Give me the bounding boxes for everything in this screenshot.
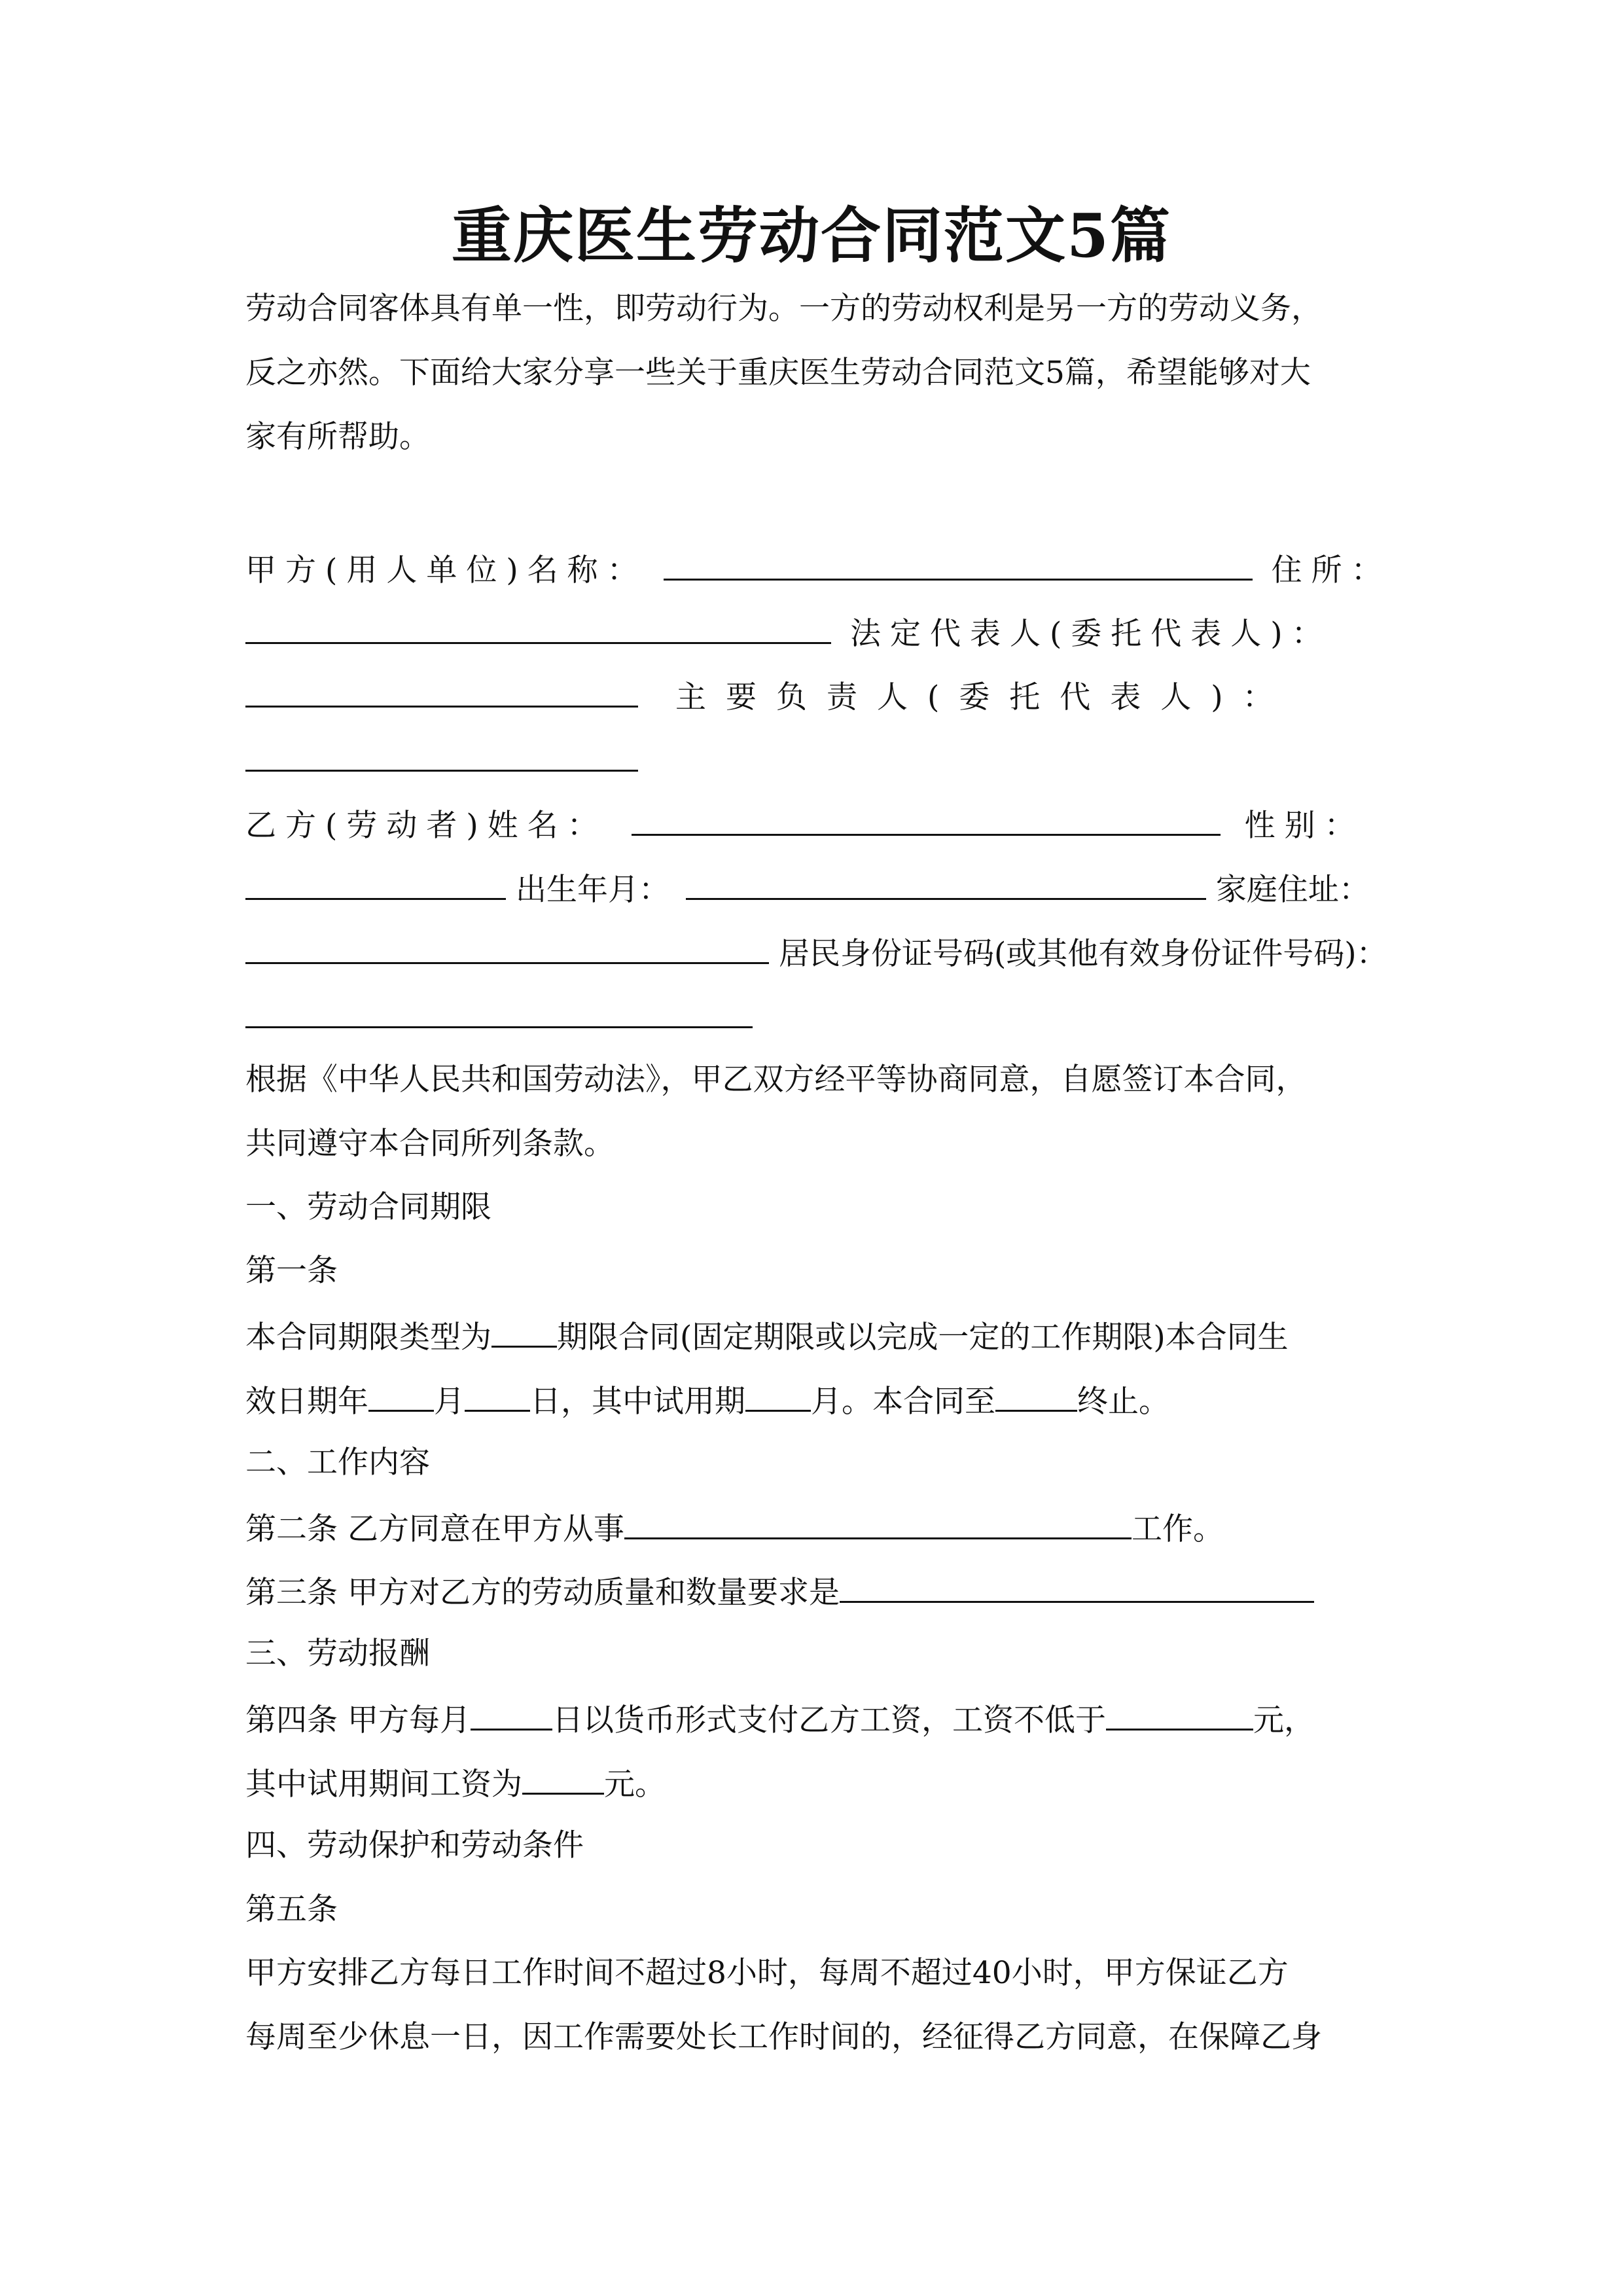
party-b-id-field[interactable] bbox=[245, 996, 753, 1028]
article-3-line bbox=[245, 1571, 1314, 1613]
party-b-home-address-field[interactable] bbox=[245, 932, 769, 964]
party-b-gender-label: 性别： bbox=[1244, 808, 1364, 844]
article-2-text: 第二条 乙方同意在甲方从事 bbox=[245, 1511, 624, 1547]
party-b-name-label: 乙方(劳动者)姓名： bbox=[245, 808, 607, 844]
article-4-text-a: 第四条 甲方每月 bbox=[245, 1702, 471, 1738]
termination-text: 终止。 bbox=[1077, 1384, 1169, 1420]
party-b-gender-field[interactable] bbox=[245, 868, 506, 900]
min-salary-field[interactable] bbox=[1106, 1698, 1253, 1731]
yuan-text-2: 元。 bbox=[604, 1767, 666, 1803]
preamble-line-1: 根据《中华人民共和国劳动法》，甲乙双方经平等协商同意，自愿签订本合同， bbox=[245, 1062, 1307, 1098]
article-4-line-2 bbox=[245, 1763, 666, 1804]
article-1-line-2 bbox=[245, 1380, 1169, 1422]
party-a-principal-field-row bbox=[245, 740, 638, 781]
month-text: 月 bbox=[434, 1384, 465, 1420]
intro-line-2: 反之亦然。下面给大家分享一些关于重庆医生劳动合同范文5篇，希望能够对大 bbox=[245, 355, 1311, 391]
party-b-birth-label: 出生年月： bbox=[515, 872, 669, 908]
article-5-line-1: 甲方安排乙方每日工作时间不超过8小时，每周不超过40小时，甲方保证乙方 bbox=[245, 1955, 1289, 1991]
article-1-line-1 bbox=[245, 1316, 1289, 1357]
yuan-text: 元， bbox=[1253, 1702, 1315, 1738]
party-a-address-label: 住所： bbox=[1271, 552, 1391, 588]
contract-type-field[interactable] bbox=[491, 1316, 557, 1348]
party-b-birth-row bbox=[245, 868, 1370, 910]
article-2-line bbox=[245, 1507, 1224, 1549]
article-1-text-a: 本合同期限类型为 bbox=[245, 1319, 491, 1355]
party-a-name-label: 甲方(用人单位)名称： bbox=[245, 552, 647, 588]
party-a-principal-field[interactable] bbox=[245, 740, 638, 772]
work-requirements-field[interactable] bbox=[840, 1571, 1314, 1603]
party-a-legal-rep-row bbox=[245, 612, 1332, 654]
party-a-principal-label: 主要负责人(委托代表人)： bbox=[675, 679, 1293, 715]
article-2-suffix: 工作。 bbox=[1131, 1511, 1224, 1547]
party-b-birth-field[interactable] bbox=[686, 868, 1206, 900]
probation-text: 日，其中试用期 bbox=[530, 1384, 745, 1420]
party-b-name-row bbox=[245, 804, 1364, 846]
article-4-text-b: 日以货币形式支付乙方工资，工资不低于 bbox=[552, 1702, 1106, 1738]
intro-line-1: 劳动合同客体具有单一性，即劳动行为。一方的劳动权利是另一方的劳动义务， bbox=[245, 291, 1322, 327]
party-a-address-field[interactable] bbox=[245, 612, 831, 644]
effective-day-field[interactable] bbox=[465, 1380, 530, 1412]
section-2-heading: 二、工作内容 bbox=[245, 1444, 430, 1480]
article-3-text: 第三条 甲方对乙方的劳动质量和数量要求是 bbox=[245, 1575, 840, 1611]
article-5-heading: 第五条 bbox=[245, 1892, 338, 1928]
effective-month-field[interactable] bbox=[368, 1380, 434, 1412]
party-a-name-field[interactable] bbox=[664, 548, 1253, 581]
party-b-home-address-label: 家庭住址： bbox=[1215, 872, 1370, 908]
party-b-id-row bbox=[245, 932, 1387, 974]
section-4-heading: 四、劳动保护和劳动条件 bbox=[245, 1827, 584, 1863]
article-5-line-2: 每周至少休息一日，因工作需要处长工作时间的，经征得乙方同意，在保障乙身 bbox=[245, 2019, 1322, 2055]
termination-date-field[interactable] bbox=[995, 1380, 1077, 1412]
probation-months-field[interactable] bbox=[745, 1380, 811, 1412]
intro-line-3: 家有所帮助。 bbox=[245, 419, 430, 455]
party-a-principal-row bbox=[245, 675, 1293, 717]
contract-until-text: 月。本合同至 bbox=[811, 1384, 995, 1420]
effective-year-text: 效日期年 bbox=[245, 1384, 368, 1420]
article-4-line-1 bbox=[245, 1698, 1315, 1740]
section-1-heading: 一、劳动合同期限 bbox=[245, 1189, 491, 1225]
probation-salary-text: 其中试用期间工资为 bbox=[245, 1767, 522, 1803]
party-b-id-label: 居民身份证号码(或其他有效身份证件号码)： bbox=[778, 936, 1387, 972]
article-1-text-b: 期限合同(固定期限或以完成一定的工作期限)本合同生 bbox=[557, 1319, 1289, 1355]
party-b-id-field-row bbox=[245, 996, 753, 1038]
job-position-field[interactable] bbox=[624, 1507, 1132, 1539]
section-3-heading: 三、劳动报酬 bbox=[245, 1636, 430, 1672]
party-b-name-field[interactable] bbox=[632, 804, 1221, 836]
party-a-legal-rep-label: 法定代表人(委托代表人)： bbox=[849, 616, 1332, 652]
party-a-name-row bbox=[245, 548, 1391, 590]
payday-field[interactable] bbox=[471, 1698, 552, 1731]
preamble-line-2: 共同遵守本合同所列条款。 bbox=[245, 1126, 615, 1162]
article-1-heading: 第一条 bbox=[245, 1253, 338, 1289]
document-title: 重庆医生劳动合同范文5篇 bbox=[451, 200, 1171, 271]
probation-salary-field[interactable] bbox=[522, 1763, 604, 1795]
party-a-legal-rep-field[interactable] bbox=[245, 675, 638, 708]
